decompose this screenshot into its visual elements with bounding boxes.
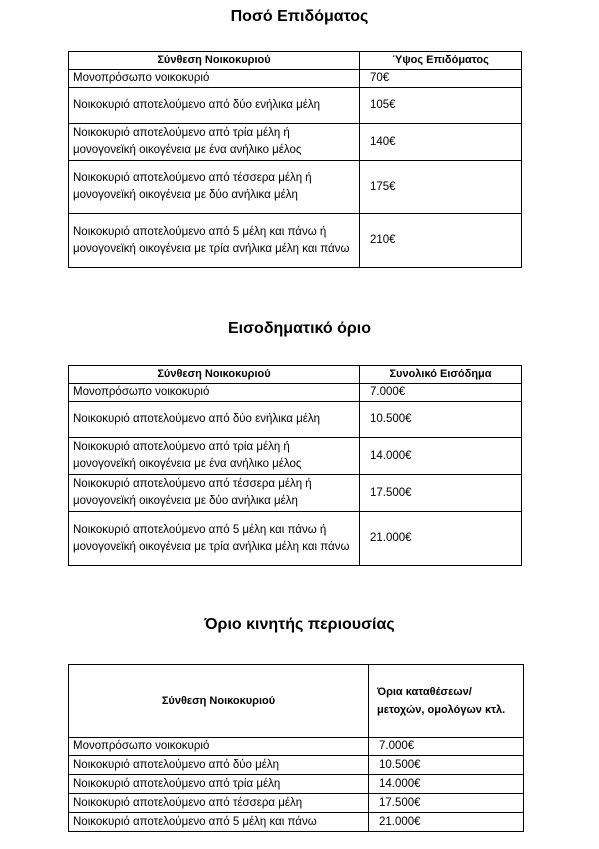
section-title-movable-assets-limit: Όριο κινητής περιουσίας [204,616,395,633]
row-value: 10.500€ [360,402,522,438]
table-row [69,402,522,438]
table-row [69,738,524,756]
table-row [69,384,522,402]
section-title-income-limit: Εισοδηματικό όριο [227,320,372,337]
table-row [69,88,522,124]
movable-assets-table [68,664,524,832]
row-label: Νοικοκυριό αποτελούμενο από 5 μέλη και πάνω ή μονογονεϊκή οικογένεια με τρία ανήλικα μέλη και πάνω [69,214,360,268]
row-value: 140€ [360,124,522,161]
header-total-income: Συνολικό Εισόδημα [360,366,522,384]
row-label: Νοικοκυριό αποτελούμενο από δύο ενήλικα μέλη [69,402,360,438]
income-limit-table [68,365,522,566]
table-row [69,438,522,475]
header-household-composition: Σύνθεση Νοικοκυριού [69,52,360,70]
row-value: 105€ [360,88,522,124]
row-value: 17.500€ [369,794,524,813]
row-label: Νοικοκυριό αποτελούμενο από δύο μέλη [69,756,369,775]
row-label: Μονοπρόσωπο νοικοκυριό [69,384,360,402]
table-row [69,775,524,794]
row-value: 7.000€ [360,384,522,402]
table-row [69,756,524,775]
row-label: Μονοπρόσωπο νοικοκυριό [69,738,369,756]
header-household-composition: Σύνθεση Νοικοκυριού [69,366,360,384]
table-row [69,214,522,268]
row-value: 21.000€ [360,512,522,566]
row-value: 70€ [360,70,522,88]
table-row [69,161,522,214]
row-value: 10.500€ [369,756,524,775]
row-value: 17.500€ [360,475,522,512]
table-header-row [69,52,522,70]
row-value: 7.000€ [369,738,524,756]
table-row [69,124,522,161]
row-label: Νοικοκυριό αποτελούμενο από τρία μέλη [69,775,369,794]
header-deposit-limits: Όρια καταθέσεων/ μετοχών, ομολόγων κτλ. [369,665,524,738]
table-header-row [69,366,522,384]
table-row [69,70,522,88]
table-row [69,512,522,566]
row-label: Νοικοκυριό αποτελούμενο από 5 μέλη και πάνω ή μονογονεϊκή οικογένεια με τρία ανήλικα μέλη και πάνω [69,512,360,566]
row-label: Μονοπρόσωπο νοικοκυριό [69,70,360,88]
row-value: 21.000€ [369,813,524,832]
row-value: 14.000€ [360,438,522,475]
table-row [69,475,522,512]
row-label: Νοικοκυριό αποτελούμενο από τρία μέλη ή μονογονεϊκή οικογένεια με ένα ανήλικο μέλος [69,124,360,161]
row-value: 14.000€ [369,775,524,794]
table-header-row [69,665,524,738]
row-label: Νοικοκυριό αποτελούμενο από τέσσερα μέλη ή μονογονεϊκή οικογένεια με δύο ανήλικα μέλη [69,161,360,214]
table-row [69,813,524,832]
row-label: Νοικοκυριό αποτελούμενο από τέσσερα μέλη ή μονογονεϊκή οικογένεια με δύο ανήλικα μέλη [69,475,360,512]
row-label: Νοικοκυριό αποτελούμενο από δύο ενήλικα μέλη [69,88,360,124]
row-value: 210€ [360,214,522,268]
row-label: Νοικοκυριό αποτελούμενο από 5 μέλη και πάνω [69,813,369,832]
header-household-composition: Σύνθεση Νοικοκυριού [69,665,369,738]
benefit-amount-table [68,51,522,268]
section-title-benefit-amount: Ποσό Επιδόματος [230,8,369,25]
header-benefit-amount: Ύψος Επιδόματος [360,52,522,70]
row-label: Νοικοκυριό αποτελούμενο από τρία μέλη ή μονογονεϊκή οικογένεια με ένα ανήλικο μέλος [69,438,360,475]
row-value: 175€ [360,161,522,214]
row-label: Νοικοκυριό αποτελούμενο από τέσσερα μέλη [69,794,369,813]
table-row [69,794,524,813]
